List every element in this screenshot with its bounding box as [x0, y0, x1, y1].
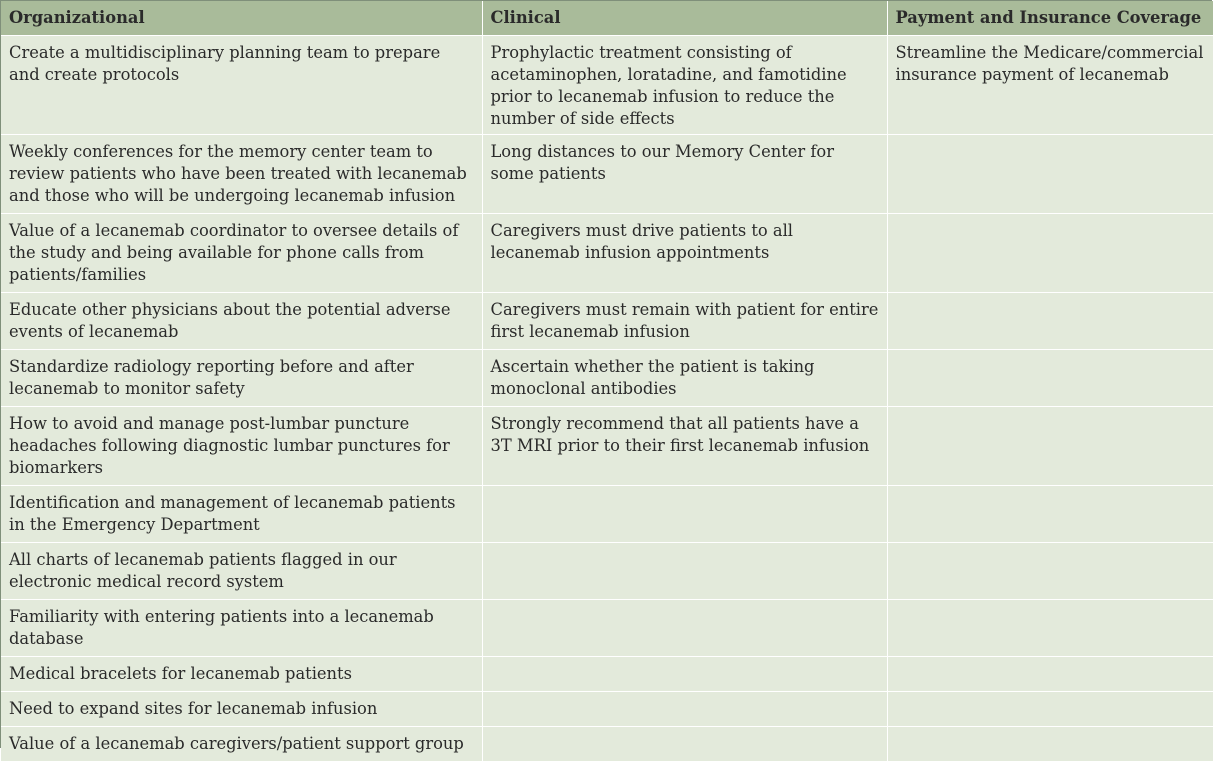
cell-payment: [887, 293, 1213, 350]
table-body: [1, 36, 1213, 761]
table-row: [1, 407, 1213, 486]
table-row: [1, 543, 1213, 600]
table-header: [1, 1, 1213, 36]
cell-payment: [887, 486, 1213, 543]
table-row: [1, 692, 1213, 727]
cell-clinical: [482, 727, 887, 761]
cell-organizational: Familiarity with entering patients into a lecanemab database: [1, 600, 482, 657]
table-row: [1, 135, 1213, 214]
cell-clinical: [482, 486, 887, 543]
cell-organizational: Medical bracelets for lecanemab patients: [1, 657, 482, 692]
cell-organizational: How to avoid and manage post-lumbar puncture headaches following diagnostic lumbar punctures for biomarkers: [1, 407, 482, 486]
cell-organizational: Need to expand sites for lecanemab infusion: [1, 692, 482, 727]
table-row: [1, 36, 1213, 135]
cell-payment: [887, 214, 1213, 293]
header-row: [1, 1, 1213, 36]
cell-clinical: [482, 600, 887, 657]
table-row: [1, 657, 1213, 692]
cell-organizational: Standardize radiology reporting before and after lecanemab to monitor safety: [1, 350, 482, 407]
cell-organizational: Create a multidisciplinary planning team to prepare and create protocols: [1, 36, 482, 135]
cell-payment: [887, 543, 1213, 600]
cell-clinical: [482, 543, 887, 600]
cell-organizational: Weekly conferences for the memory center team to review patients who have been treated with lecanemab and those who will be undergoing lecanemab infusion: [1, 135, 482, 214]
cell-organizational: Educate other physicians about the potential adverse events of lecanemab: [1, 293, 482, 350]
cell-clinical: Caregivers must drive patients to all lecanemab infusion appointments: [482, 214, 887, 293]
cell-clinical: Long distances to our Memory Center for some patients: [482, 135, 887, 214]
header-clinical: Clinical: [482, 1, 887, 36]
cell-clinical: [482, 692, 887, 727]
cell-payment: [887, 727, 1213, 761]
cell-payment: Streamline the Medicare/commercial insurance payment of lecanemab: [887, 36, 1213, 135]
table-row: [1, 486, 1213, 543]
cell-payment: [887, 135, 1213, 214]
cell-organizational: All charts of lecanemab patients flagged in our electronic medical record system: [1, 543, 482, 600]
table-row: [1, 214, 1213, 293]
cell-payment: [887, 350, 1213, 407]
table-row: [1, 600, 1213, 657]
header-organizational: Organizational: [1, 1, 482, 36]
cell-payment: [887, 600, 1213, 657]
cell-clinical: Ascertain whether the patient is taking monoclonal antibodies: [482, 350, 887, 407]
cell-clinical: Prophylactic treatment consisting of acetaminophen, loratadine, and famotidine prior to lecanemab infusion to reduce the number of side effects: [482, 36, 887, 135]
header-payment-insurance: Payment and Insurance Coverage: [887, 1, 1213, 36]
lecanemab-considerations-table: [1, 1, 1213, 761]
cell-payment: [887, 407, 1213, 486]
table-row: [1, 350, 1213, 407]
cell-clinical: [482, 657, 887, 692]
cell-organizational: Identification and management of lecanemab patients in the Emergency Department: [1, 486, 482, 543]
cell-payment: [887, 692, 1213, 727]
cell-clinical: Strongly recommend that all patients have a 3T MRI prior to their first lecanemab infusion: [482, 407, 887, 486]
table-row: [1, 293, 1213, 350]
table-row: [1, 727, 1213, 761]
cell-organizational: Value of a lecanemab coordinator to oversee details of the study and being available for phone calls from patients/families: [1, 214, 482, 293]
cell-payment: [887, 657, 1213, 692]
cell-clinical: Caregivers must remain with patient for entire first lecanemab infusion: [482, 293, 887, 350]
cell-organizational: Value of a lecanemab caregivers/patient support group: [1, 727, 482, 761]
